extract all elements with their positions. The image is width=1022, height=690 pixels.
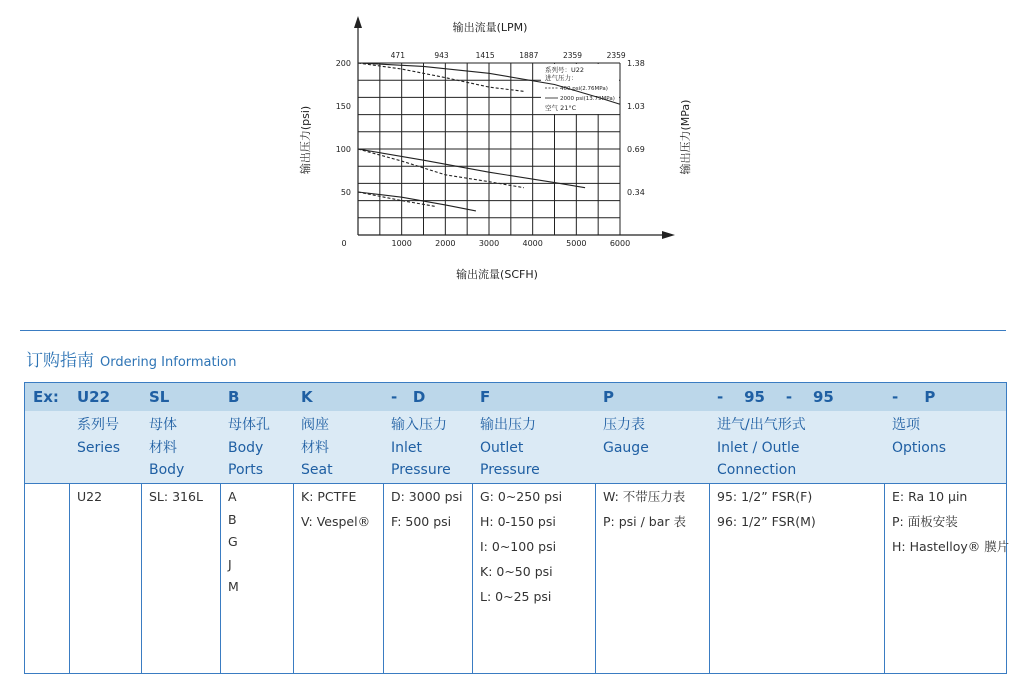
values-outlet — [480, 487, 562, 612]
top-tick-label: 1887 — [519, 51, 539, 60]
option-item: W: 不带压力表 — [603, 489, 686, 504]
column-separator — [595, 483, 596, 674]
code-inlet: - D — [391, 388, 426, 406]
legend-text: 2000 psi(13.79MPa) — [560, 96, 615, 102]
option-item: H: 0-150 psi — [480, 514, 556, 529]
option-item: B — [228, 511, 237, 527]
code-gauge: P — [603, 388, 614, 406]
column-separator — [709, 483, 710, 674]
code-ex: Ex: — [33, 388, 59, 406]
right-tick-label: 0.34 — [627, 188, 645, 197]
code-connection: - 95 - 95 — [717, 388, 834, 406]
label-inlet: 输入压力 Inlet Pressure — [391, 417, 451, 478]
legend-text: 空气 21°C — [545, 104, 577, 112]
values-gauge — [603, 487, 686, 537]
option-item: P: 面板安装 — [892, 514, 958, 529]
option-item: G: 0~250 psi — [480, 489, 563, 504]
label-seat: 阀座 材料 Seat — [301, 417, 333, 478]
x-tick-label: 0 — [341, 239, 347, 248]
ordering-title-cn: 订购指南 — [26, 351, 94, 371]
label-body: 母体 材料 Body — [149, 417, 185, 478]
column-separator — [141, 483, 142, 674]
bottom-axis-title: 输出流量(SCFH) — [456, 268, 538, 281]
y-tick-label: 200 — [335, 59, 351, 68]
option-item: E: Ra 10 μin — [892, 489, 968, 504]
code-ports: B — [228, 388, 240, 406]
column-separator — [884, 483, 885, 674]
option-item: L: 0~25 psi — [480, 589, 552, 604]
option-item: K: 0~50 psi — [480, 564, 553, 579]
x-tick-label: 1000 — [391, 239, 412, 248]
option-item: 95: 1/2” FSR(F) — [717, 489, 813, 504]
option-item: U22 — [77, 489, 103, 504]
values-body — [149, 487, 203, 512]
column-separator — [220, 483, 221, 674]
y-tick-label: 100 — [335, 145, 351, 154]
x-tick-label: 4000 — [522, 239, 543, 248]
legend-text: 400 psi(2.76MPa) — [560, 86, 608, 92]
top-axis-title: 输出流量(LPM) — [452, 21, 528, 34]
ordering-title-en: Ordering Information — [100, 355, 237, 370]
x-tick-label: 6000 — [609, 239, 631, 248]
option-item: F: 500 psi — [391, 514, 452, 529]
label-connection: 进气/出气形式 Inlet / Outle Connection — [717, 417, 806, 478]
series-line-400psi — [358, 149, 524, 188]
code-body: SL — [149, 388, 170, 406]
column-separator — [472, 483, 473, 674]
code-outlet: F — [480, 388, 491, 406]
option-item: H: Hastelloy® 膜片 — [892, 539, 1010, 554]
column-separator — [69, 483, 70, 674]
code-seat: K — [301, 388, 313, 406]
label-series: 系列号 Series — [77, 417, 121, 456]
x-axis-arrow — [662, 231, 675, 239]
values-ports — [228, 487, 239, 600]
ordering-table — [24, 382, 1010, 674]
top-tick-label: 2359 — [562, 51, 583, 60]
values-seat — [301, 487, 370, 537]
flow-pressure-chart — [0, 0, 1022, 300]
option-item: D: 3000 psi — [391, 489, 463, 504]
top-tick-label: 1415 — [475, 51, 495, 60]
right-tick-label: 0.69 — [627, 145, 645, 154]
option-item: 96: 1/2” FSR(M) — [717, 514, 816, 529]
x-tick-label: 3000 — [478, 239, 500, 248]
flow-chart-container — [0, 0, 1022, 300]
series-line-400psi — [358, 63, 524, 91]
option-item: G — [228, 534, 238, 549]
option-item: K: PCTFE — [301, 489, 357, 504]
right-tick-label: 1.38 — [627, 59, 645, 68]
series-line-2000psi — [358, 192, 476, 211]
code-series: U22 — [77, 388, 111, 406]
option-item: J — [228, 556, 232, 572]
label-ports: 母体孔 Body Ports — [228, 417, 270, 478]
label-options: 选项 Options — [892, 417, 947, 456]
section-divider — [20, 330, 1006, 331]
left-axis-title: 输出压力(psi) — [299, 105, 312, 175]
top-tick-label: 471 — [390, 51, 405, 60]
legend-text: 进气压力： — [545, 74, 578, 82]
legend-text: 系列号：U22 — [545, 66, 585, 74]
option-item: A — [228, 489, 237, 504]
label-gauge: 压力表 Gauge — [603, 417, 649, 456]
right-axis-title: 输出压力(MPa) — [679, 99, 692, 175]
x-tick-label: 5000 — [566, 239, 587, 248]
code-options: - P — [892, 388, 936, 406]
option-item: P: psi / bar 表 — [603, 514, 687, 529]
option-item: I: 0~100 psi — [480, 539, 557, 554]
option-item: V: Vespel® — [301, 514, 371, 529]
values-inlet — [391, 487, 463, 537]
column-separator — [293, 483, 294, 674]
label-outlet: 输出压力 Outlet Pressure — [480, 417, 540, 478]
header-divider — [25, 483, 1006, 484]
option-item: M — [228, 579, 239, 594]
series-line-400psi — [358, 192, 437, 207]
code-header-row — [25, 383, 1006, 411]
top-tick-label: 943 — [434, 51, 449, 60]
top-tick-label: 2359 — [606, 51, 626, 60]
values-series — [77, 487, 102, 512]
y-axis-arrow — [354, 16, 362, 28]
series-line-2000psi — [358, 149, 585, 188]
values-options — [892, 487, 1009, 562]
right-tick-label: 1.03 — [627, 102, 645, 111]
ordering-section-title — [26, 346, 236, 371]
column-separator — [383, 483, 384, 674]
option-item: SL: 316L — [149, 489, 203, 504]
values-connection — [717, 487, 816, 537]
x-tick-label: 2000 — [435, 239, 456, 248]
y-tick-label: 50 — [340, 188, 351, 197]
y-tick-label: 150 — [335, 102, 351, 111]
